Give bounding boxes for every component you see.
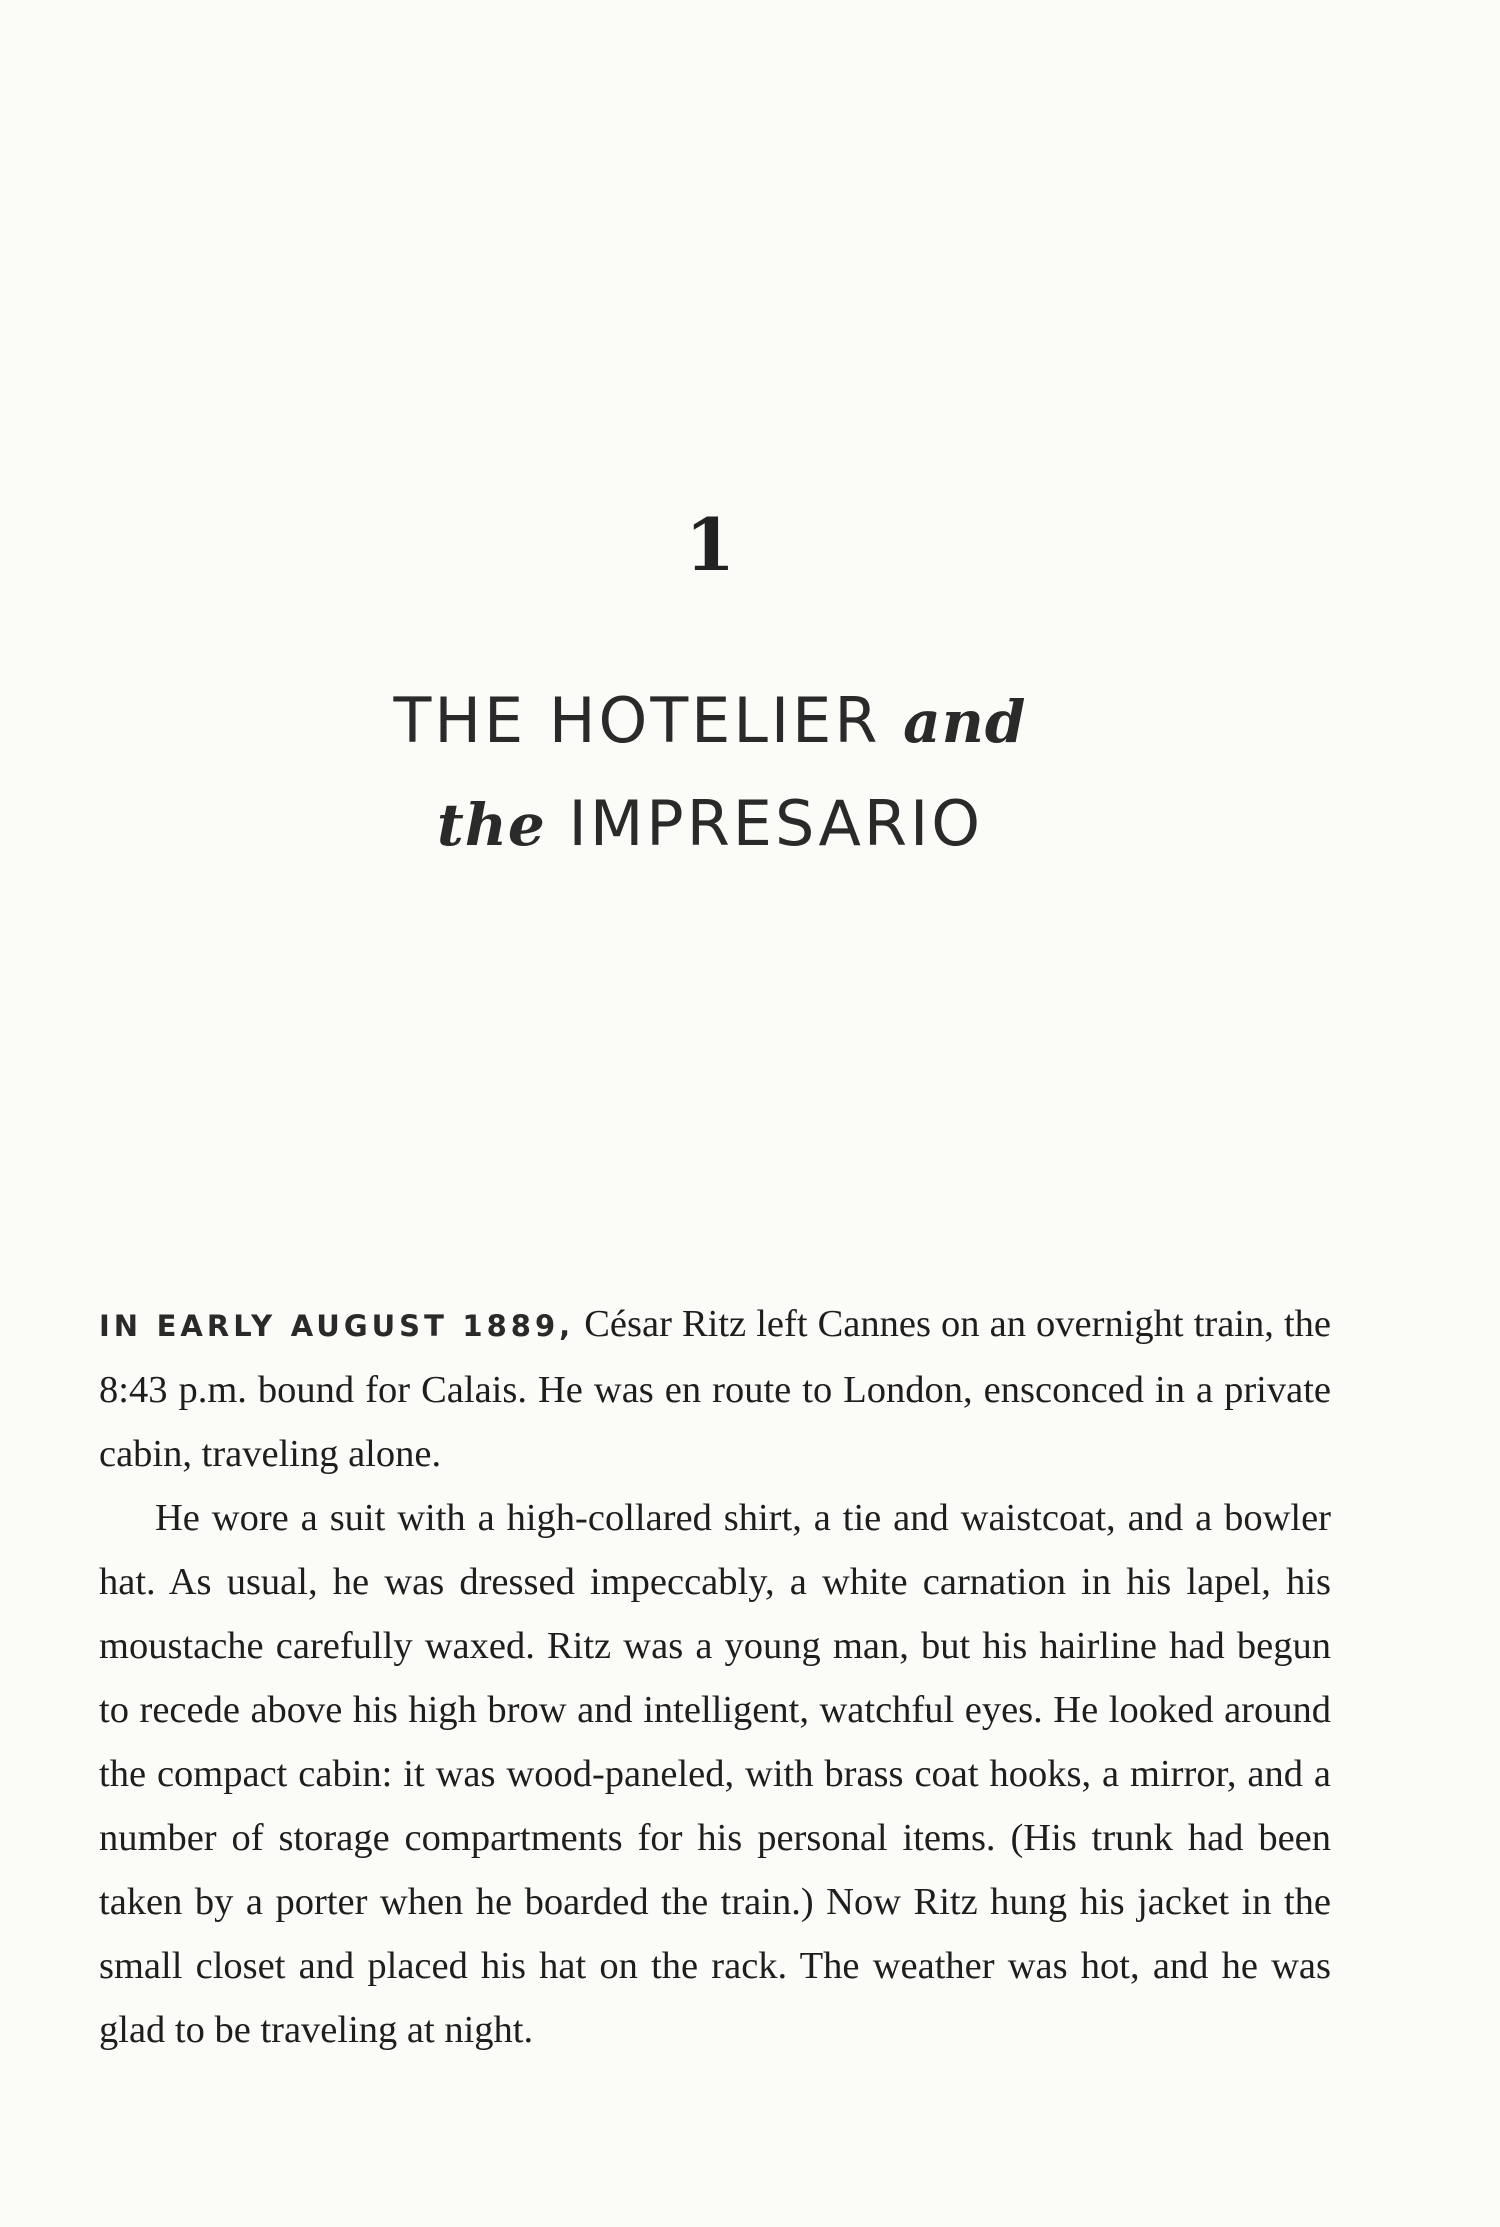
chapter-title-line-2 [0,773,1420,876]
paragraph-1-text: César Ritz left Cannes on an overnight train, the 8:43 p.m. bound for Calais. He was en route to London, ensconced in a private cabin, traveling alone. [99,1303,1331,1475]
chapter-title-line-1 [0,670,1420,773]
chapter-title-main-2: IMPRESARIO [568,787,984,860]
chapter-title-main-1: THE HOTELIER [393,684,881,757]
paragraph-1 [99,1292,1331,1486]
paragraph-2: He wore a suit with a high-collared shirt, a tie and waistcoat, and a bowler hat. As usual, he was dressed impeccably, a white carnation in his lapel, his moustache carefully waxed. Ritz was a young man, but his hairline had begun to recede above his high brow and intelligent, watchful eyes. He looked around the compact cabin: it was wood-paneled, with brass coat hooks, a mirror, and a number of storage compartments for his personal items. (His trunk had been taken by a porter when he boarded the train.) Now Ritz hung his jacket in the small closet and placed his hat on the rack. The weather was hot, and he was glad to be traveling at night. [99,1497,1331,2051]
chapter-body [99,1292,1331,2062]
lead-in: IN EARLY AUGUST 1889, [99,1309,575,1343]
chapter-title-connector-1: and [903,688,1027,756]
chapter-title [0,670,1420,876]
chapter-title-connector-2: the [436,791,546,859]
chapter-number: 1 [684,502,736,587]
